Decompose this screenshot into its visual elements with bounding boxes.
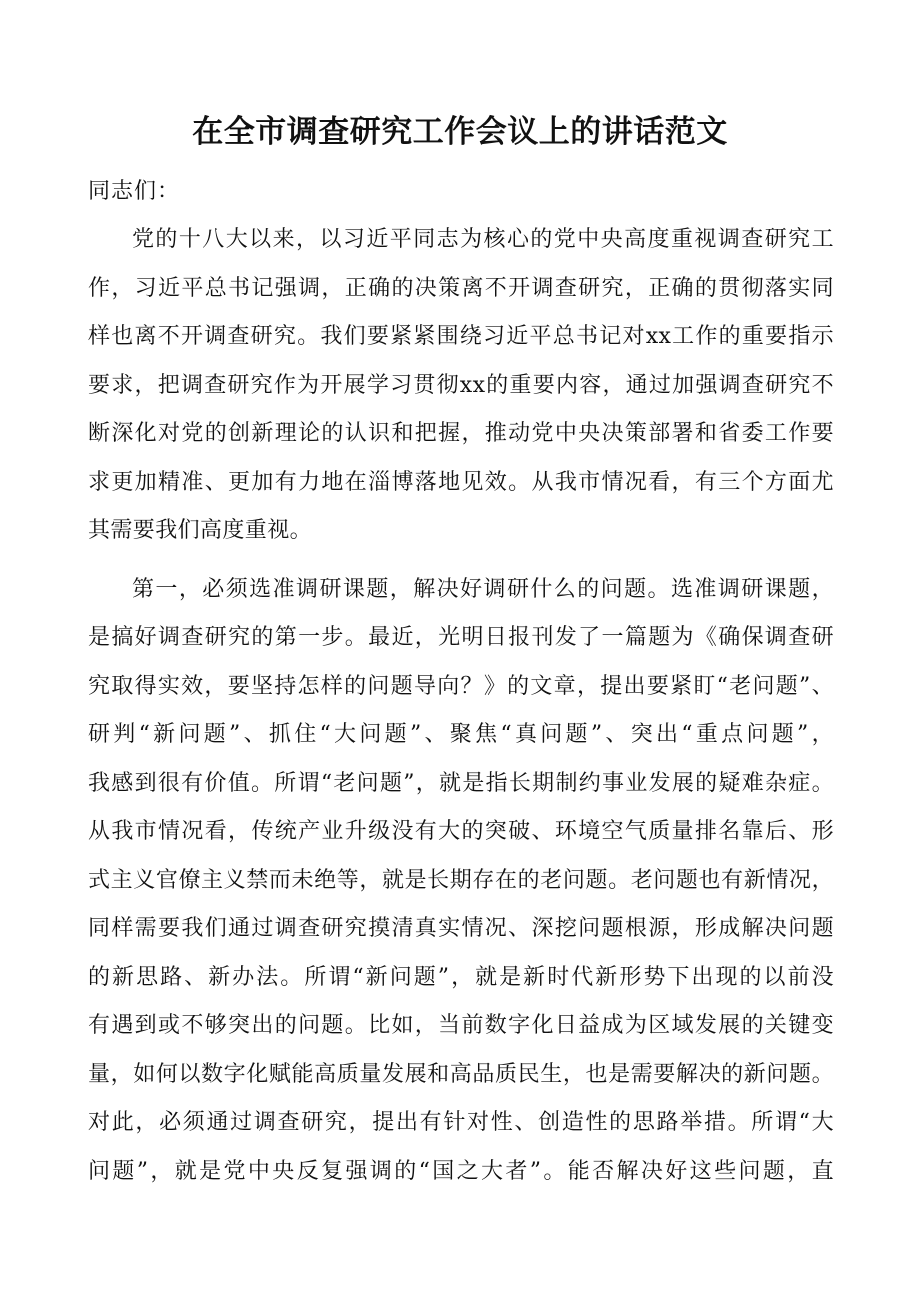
text-line: 问题”，就是党中央反复强调的“国之大者”。能否解决好这些问题，直	[88, 1158, 834, 1184]
paragraph-spacer	[88, 556, 834, 566]
text-line: 样也离不开调查研究。我们要紧紧围绕习近平总书记对xx工作的重要指示	[88, 324, 834, 349]
text-line: 作，习近平总书记强调，正确的决策离不开调查研究，正确的贯彻落实同	[88, 275, 834, 301]
text-line: 的新思路、新办法。所谓“新问题”，就是新时代新形势下出现的以前没	[88, 964, 834, 990]
text-line: 其需要我们高度重视。	[88, 518, 313, 543]
text-line: 党的十八大以来，以习近平同志为核心的党中央高度重视调查研究工	[132, 227, 834, 252]
text-line: 有遇到或不够突出的问题。比如，当前数字化日益成为区域发展的关键变	[88, 1013, 834, 1038]
text-line: 求更加精准、更加有力地在淄博落地见效。从我市情况看，有三个方面尤	[88, 469, 834, 495]
text-line: 是搞好调查研究的第一步。最近，光明日报刊发了一篇题为《确保调查研	[88, 625, 834, 650]
text-line: 对此，必须通过调查研究，提出有针对性、创造性的思路举措。所谓“大	[88, 1110, 834, 1135]
text-line: 要求，把调查研究作为开展学习贯彻xx的重要内容，通过加强调查研究不	[88, 372, 834, 398]
text-line: 从我市情况看，传统产业升级没有大的突破、环境空气质量排名靠后、形	[88, 819, 834, 844]
text-line: 研判“新问题”、抓住“大问题”、聚焦“真问题”、突出“重点问题”，	[88, 722, 834, 747]
text-line: 究取得实效，要坚持怎样的问题导向？》的文章，提出要紧盯“老问题”、	[88, 673, 834, 699]
text-line: 量，如何以数字化赋能高质量发展和高品质民生，也是需要解决的新问题。	[88, 1061, 834, 1087]
paragraph-1	[88, 216, 834, 556]
document-title: 在全市调查研究工作会议上的讲话范文	[192, 114, 728, 150]
text-line: 式主义官僚主义禁而未绝等，就是长期存在的老问题。老问题也有新情况，	[88, 867, 834, 893]
text-line: 我感到很有价值。所谓“老问题”，就是指长期制约事业发展的疑难杂症。	[88, 770, 834, 796]
text-line: 断深化对党的创新理论的认识和把握，推动党中央决策部署和省委工作要	[88, 421, 834, 446]
salutation: 同志们：	[88, 179, 181, 204]
text-line: 同样需要我们通过调查研究摸清真实情况、深挖问题根源，形成解决问题	[88, 916, 834, 941]
text-line: 第一，必须选准调研课题，解决好调研什么的问题。选准调研课题，	[132, 576, 834, 602]
paragraph-2	[88, 566, 834, 1197]
document-body	[88, 168, 834, 1196]
